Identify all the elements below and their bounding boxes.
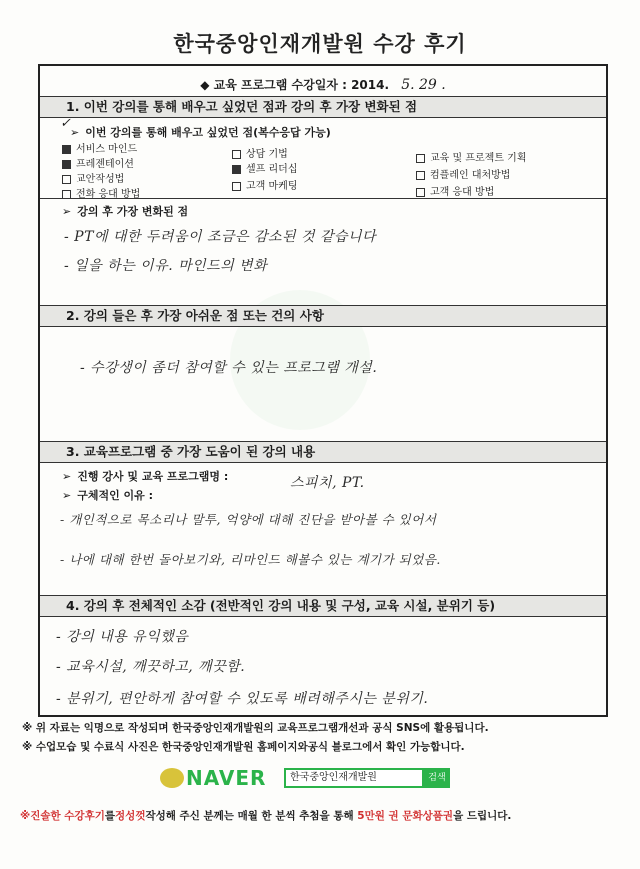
checkbox-option[interactable] bbox=[232, 145, 288, 160]
option-label: 고객 마케팅 bbox=[246, 181, 298, 192]
checkbox-option[interactable] bbox=[416, 149, 526, 164]
option-label: 전화 응대 방법 bbox=[76, 189, 141, 200]
handwritten-answer: - 개인적으로 목소리나 말투, 억양에 대해 진단을 받아볼 수 있어서 bbox=[60, 512, 437, 527]
handwritten-answer: - 분위기, 편안하게 참여할 수 있도록 배려해주시는 분위기. bbox=[56, 691, 429, 707]
checkbox-option[interactable] bbox=[62, 170, 124, 185]
note-1: ※ 위 자료는 익명으로 작성되며 한국중앙인재개발원의 교육프로그램개선과 공식 SNS에 활용됩니다. bbox=[22, 722, 489, 734]
handwritten-answer: - 일을 하는 이유. 마인드의 변화 bbox=[64, 258, 268, 274]
checkbox-option[interactable] bbox=[232, 177, 297, 192]
option-label: 상담 기법 bbox=[246, 149, 288, 160]
section1-sub2: ➢ 강의 후 가장 변화된 점 bbox=[62, 205, 189, 218]
checkbox-icon[interactable] bbox=[416, 171, 425, 180]
checkbox-option[interactable] bbox=[232, 160, 297, 175]
arrow-icon: ➢ bbox=[70, 126, 80, 139]
section2-heading: 2. 강의 들은 후 가장 아쉬운 점 또는 건의 사항 bbox=[40, 305, 606, 327]
checkbox-option[interactable] bbox=[416, 183, 494, 198]
checkbox-icon[interactable] bbox=[232, 182, 241, 191]
section1-sub1: ➢ 이번 강의를 통해 배우고 싶었던 점(복수응답 가능) bbox=[70, 126, 331, 139]
search-input[interactable]: 한국중앙인재개발원 bbox=[284, 768, 424, 788]
arrow-icon: ➢ bbox=[62, 205, 72, 218]
handwritten-answer: 스피치, PT. bbox=[290, 475, 365, 491]
checked-box-icon[interactable] bbox=[232, 165, 241, 174]
divider bbox=[40, 198, 606, 199]
checkbox-icon[interactable] bbox=[416, 188, 425, 197]
note-2: ※ 수업모습 및 수료식 사진은 한국중앙인재개발원 홈페이지와공식 블로그에서 확인 가능합니다. bbox=[22, 741, 465, 753]
date-handwritten: 5. 29 . bbox=[401, 77, 446, 93]
option-label: 컴플레인 대처방법 bbox=[430, 170, 511, 181]
checkbox-option[interactable] bbox=[62, 140, 137, 155]
section3-sub2: ➢ 구체적인 이유 : bbox=[62, 489, 154, 502]
option-label: 셀프 리더십 bbox=[246, 164, 298, 175]
date-label: ◆ 교육 프로그램 수강일자 : 2014. bbox=[200, 78, 390, 92]
option-label: 고객 응대 방법 bbox=[430, 187, 495, 198]
arrow-icon: ➢ bbox=[62, 470, 72, 483]
checked-box-icon[interactable] bbox=[62, 145, 71, 154]
handwritten-answer: - 강의 내용 유익했음 bbox=[56, 629, 189, 645]
section1-heading: 1. 이번 강의를 통해 배우고 싶었던 점과 강의 후 가장 변화된 점 bbox=[40, 96, 606, 118]
section4-heading: 4. 강의 후 전체적인 소감 (전반적인 강의 내용 및 구성, 교육 시설, 분위기 등) bbox=[40, 595, 606, 617]
checkbox-option[interactable] bbox=[62, 155, 134, 170]
naver-mascot-icon bbox=[160, 768, 184, 788]
handwritten-answer: - 나에 대해 한번 돌아보기와, 리마인드 해볼수 있는 계기가 되었음. bbox=[60, 552, 441, 567]
option-label: 서비스 마인드 bbox=[76, 144, 138, 155]
footer-notice: ※진솔한 수강후기를정성껏작성해 주신 분께는 매월 한 분씩 추첨을 통해 5만원 권 문화상품권을 드립니다. bbox=[20, 810, 512, 822]
naver-logo: NAVER bbox=[186, 766, 267, 790]
checked-box-icon[interactable] bbox=[62, 160, 71, 169]
checkbox-icon[interactable] bbox=[62, 175, 71, 184]
checkmark-icon: ✓ bbox=[60, 116, 71, 131]
checkbox-option[interactable] bbox=[416, 166, 510, 181]
handwritten-answer: - 수강생이 좀더 참여할 수 있는 프로그램 개설. bbox=[80, 360, 378, 376]
date-row bbox=[40, 76, 606, 93]
option-label: 교육 및 프로젝트 기획 bbox=[430, 153, 527, 164]
page-title: 한국중앙인재개발원 수강 후기 bbox=[173, 32, 467, 56]
arrow-icon: ➢ bbox=[62, 489, 72, 502]
checkbox-icon[interactable] bbox=[416, 154, 425, 163]
checkbox-icon[interactable] bbox=[232, 150, 241, 159]
option-label: 교안작성법 bbox=[76, 174, 125, 185]
handwritten-answer: - PT에 대한 두려움이 조금은 감소된 것 같습니다 bbox=[64, 229, 377, 245]
section3-sub1: ➢ 진행 강사 및 교육 프로그램명 : bbox=[62, 470, 229, 483]
option-label: 프레젠테이션 bbox=[76, 159, 134, 170]
search-button[interactable]: 검색 bbox=[424, 768, 450, 788]
handwritten-answer: - 교육시설, 깨끗하고, 깨끗함. bbox=[56, 659, 246, 675]
naver-search-banner bbox=[160, 768, 480, 790]
section3-heading: 3. 교육프로그램 중 가장 도움이 된 강의 내용 bbox=[40, 441, 606, 463]
